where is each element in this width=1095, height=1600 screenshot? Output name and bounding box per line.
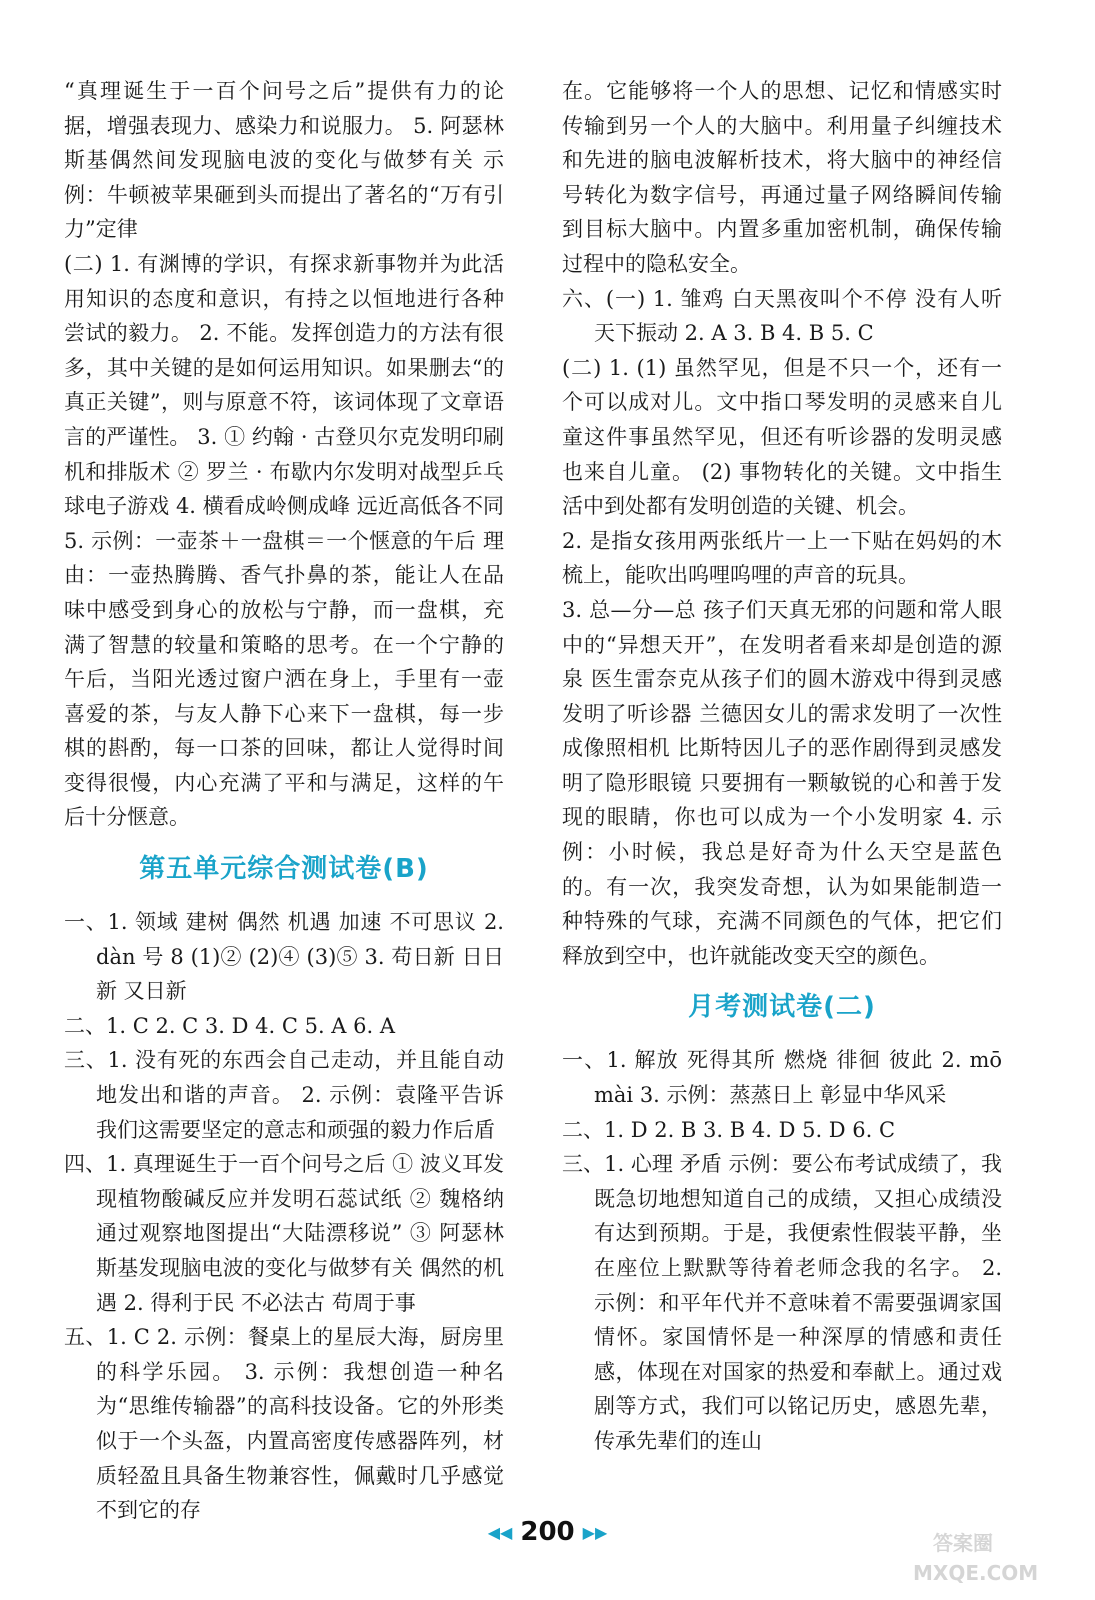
answer-paragraph: (二) 1. 有渊博的学识，有探求新事物并为此活用知识的态度和意识，有持之以恒地进行各种尝试的毅力。 2. 不能。发挥创造力的方法有很多，其中关键的是如何运用知识。如果删去“的真正关键”，则与原意不符，该词体现了文章语言的严谨性。 3. ① 约翰 · 古登贝尔克发明印刷机和排版术 ② 罗兰 · 布歇内尔发明对战型乒乓球电子游戏 4. 横看成岭侧成峰 远近高低各不同 5. 示例：一壶茶＋一盘棋＝一个惬意的午后 理由：一壶热腾腾、香气扑鼻的茶，能让人在品味中感受到身心的放松与宁静，而一盘棋，充满了智慧的较量和策略的思考。在一个宁静的午后，当阳光透过窗户洒在身上，手里有一壶喜爱的茶，与友人静下心来下一盘棋，每一步棋的斟酌，每一口茶的回味，都让人觉得时间变得很慢，内心充满了平和与满足，这样的午后十分惬意。 (64, 251, 504, 830)
page-number: 200 (520, 1517, 575, 1547)
double-right-arrow-icon: ▶▶ (582, 1522, 608, 1542)
answer-item: 四、1. 真理诞生于一百个问号之后 ① 波义耳发现植物酸碱反应并发明石蕊试纸 ② 魏格纳通过观察地图提出“大陆漂移说” ③ 阿瑟林斯基发现脑电波的变化与做梦有关 偶然的机遇 2. 得利于民 不必法古 苟周于事 (64, 1152, 504, 1315)
answer-paragraph: 3. 总—分—总 孩子们天真无邪的问题和常人眼中的“异想天开”，在发明者看来却是创造的源泉 医生雷奈克从孩子们的圆木游戏中得到灵感发明了听诊器 兰德因女儿的需求发明了一次性成像照相机 比斯特因儿子的恶作剧得到灵感发明了隐形眼镜 只要拥有一颗敏锐的心和善于发现的眼睛，你也可以成为一个小发明家 4. 示例：小时候，我总是好奇为什么天空是蓝色的。有一次，我突发奇想，认为如果能制造一种特殊的气球，充满不同颜色的气体，把它们释放到空中，也许就能改变天空的颜色。 (562, 597, 1002, 968)
answer-item: 一、1. 解放 死得其所 燃烧 徘徊 彼此 2. mō mài 3. 示例：蒸蒸日上 彰显中华风采 (562, 1048, 1002, 1108)
answer-paragraph: 在。它能够将一个人的思想、记忆和情感实时传输到另一个人的大脑中。利用量子纠缠技术和先进的脑电波解析技术，将大脑中的神经信号转化为数字信号，再通过量子网络瞬间传输到目标大脑中。内置多重加密机制，确保传输过程中的隐私安全。 (562, 79, 1002, 276)
answer-item: 五、1. C 2. 示例：餐桌上的星辰大海，厨房里的科学乐园。 3. 示例：我想创造一种名为“思维传输器”的高科技设备。它的外形类似于一个头盔，内置高密度传感器阵列，材质轻盈且具备生物兼容性，佩戴时几乎感觉不到它的存 (64, 1325, 504, 1523)
answer-item: 三、1. 心理 矛盾 示例：要公布考试成绩了，我既急切地想知道自己的成绩，又担心成绩没有达到预期。于是，我便索性假装平静，坐在座位上默默等待着老师念我的名字。 2. 示例：和平年代并不意味着不需要强调家国情怀。家国情怀是一种深厚的情感和责任感，体现在对国家的热爱和奉献上。通过戏剧等方式，我们可以铭记历史，感恩先辈，传承先辈们的连山 (562, 1152, 1002, 1453)
answer-item: 一、1. 领域 建树 偶然 机遇 加速 不可思议 2. dàn 号 8 (1)② (2)④ (3)⑤ 3. 苟日新 日日新 又日新 (64, 910, 504, 1004)
watermark-line2: MXQE.COM (913, 1561, 1039, 1585)
answer-item: 三、1. 没有死的东西会自己走动，并且能自动地发出和谐的声音。 2. 示例：袁隆平告诉我们这需要坚定的意志和顽强的毅力作后盾 (64, 1048, 504, 1142)
answer-paragraph: (二) 1. (1) 虽然罕见，但是不只一个，还有一个可以成对儿。文中指口琴发明的灵感来自儿童这件事虽然罕见，但还有听诊器的发明灵感也来自儿童。 (2) 事物转化的关键。文中指生活中到处都有发明创造的关键、机会。 (562, 355, 1002, 519)
section-heading-monthly-test-2: 月考测试卷(二) (688, 992, 876, 1023)
left-column (64, 74, 504, 1528)
double-left-arrow-icon: ◀◀ (487, 1522, 513, 1542)
answer-item: 六、(一) 1. 雏鸡 白天黑夜叫个不停 没有人听 天下振动 2. A 3. B 4. B 5. C (562, 286, 1002, 346)
section-heading-unit5-b: 第五单元综合测试卷(B) (139, 854, 429, 885)
answer-paragraph: “真理诞生于一百个问号之后”提供有力的论据，增强表现力、感染力和说服力。 5. 阿瑟林斯基偶然间发现脑电波的变化与做梦有关 示例：牛顿被苹果砸到头而提出了著名的“万有引力”定律 (64, 79, 504, 242)
right-column (562, 74, 1002, 1459)
watermark-logo (903, 1522, 1083, 1592)
answer-paragraph: 2. 是指女孩用两张纸片一上一下贴在妈妈的木梳上，能吹出呜哩呜哩的声音的玩具。 (562, 528, 1002, 588)
watermark-line1: 答案圈 (933, 1531, 993, 1555)
answer-item: 二、1. D 2. B 3. B 4. D 5. D 6. C (562, 1117, 896, 1142)
answer-item: 二、1. C 2. C 3. D 4. C 5. A 6. A (64, 1013, 396, 1038)
